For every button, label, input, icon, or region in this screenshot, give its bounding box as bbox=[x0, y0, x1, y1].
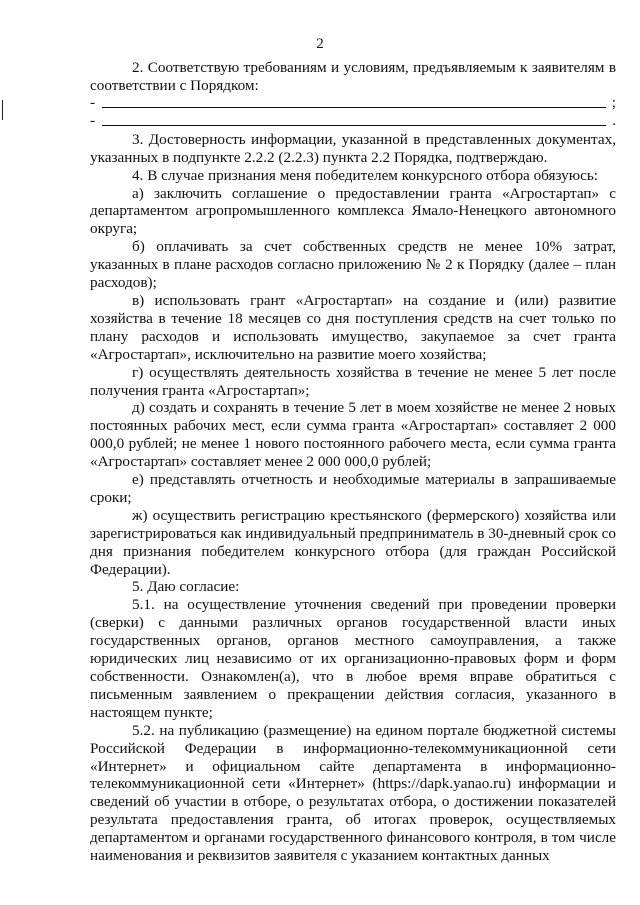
blank-line-rule bbox=[102, 107, 606, 108]
paragraph-4e: е) представлять отчетность и необходимые материалы в запрашиваемые сроки; bbox=[90, 471, 616, 506]
blank-fill-line bbox=[90, 113, 616, 131]
page-edge-mark bbox=[2, 100, 3, 120]
paragraph-4a: а) заключить соглашение о предоставлении гранта «Агростартап» с департаментом агропромышленного комплекса Ямало-Ненецкого автономного округа; bbox=[90, 184, 616, 238]
document-body bbox=[90, 59, 616, 865]
paragraph-4g: г) осуществлять деятельность хозяйства в течение не менее 5 лет после получения гранта «Агростартап»; bbox=[90, 363, 616, 399]
blank-line-dash: - bbox=[90, 93, 96, 111]
blank-line-end: ; bbox=[611, 93, 616, 111]
blank-fill-line bbox=[90, 95, 616, 113]
paragraph-4v: в) использовать грант «Агростартап» на создание и (или) развитие хозяйства в течение 18 месяцев со дня поступления средств на счет только по плану расходов и использовать имущество, закупаемое за счет гранта «Агростартап», исключительно на развитие моего хозяйства; bbox=[90, 291, 616, 363]
paragraph-5-1: 5.1. на осуществление уточнения сведений при проведении проверки (сверки) с данными различных органов государственной власти иных государственных органов, органов местного самоуправления, а также юридических лиц независимо от их организационно-правовых форм и форм собственности. Ознакомлен(а), что в любое время вправе обратиться с письменным заявлением о прекращении действия согласия, указанного в настоящем пункте; bbox=[90, 596, 616, 721]
page-number: 2 bbox=[316, 36, 324, 52]
paragraph-5: 5. Даю согласие: bbox=[132, 578, 240, 596]
paragraph-4zh: ж) осуществить регистрацию крестьянского (фермерского) хозяйства или зарегистрироваться как индивидуальный предприниматель в 30-дневный срок со дня признания победителем конкурсного отбора (для граждан Российской Федерации). bbox=[90, 506, 616, 578]
paragraph-4d: д) создать и сохранять в течение 5 лет в моем хозяйстве не менее 2 новых постоянных рабочих мест, если сумма гранта «Агростартап» составляет 2 000 000,0 рублей; не менее 1 нового постоянного рабочего места, если сумма гранта «Агростартап» составляет менее 2 000 000,0 рублей; bbox=[90, 399, 616, 471]
paragraph-4b: б) оплачивать за счет собственных средств не менее 10% затрат, указанных в плане расходов согласно приложению № 2 к Порядку (далее – план расходов); bbox=[90, 238, 616, 292]
paragraph-4: 4. В случае признания меня победителем конкурсного отбора обязуюсь: bbox=[132, 166, 599, 184]
paragraph-5-2: 5.2. на публикацию (размещение) на едином портале бюджетной системы Российской Федерации в информационно-телекоммуникационной сети «Интернет» и официальном сайте департамента в информационно-телекоммуникационной сети «Интернет» (https://dapk.yanao.ru) информации и сведений об участии в отборе, о результатах отбора, о достижении показателей результата предоставления гранта, об итогах проверок, осуществляемых департаментом и органами государственного финансового контроля, в том числе наименования и реквизитов заявителя с указанием контактных данных bbox=[90, 721, 616, 865]
blank-line-dash: - bbox=[90, 111, 96, 129]
paragraph-3: 3. Достоверность информации, указанной в представленных документах, указанных в подпункте 2.2.2 (2.2.3) пункта 2.2 Порядка, подтверждаю. bbox=[90, 130, 616, 166]
blank-line-rule bbox=[102, 125, 606, 126]
paragraph-2: 2. Соответствую требованиям и условиям, предъявляемым к заявителям в соответствии с Порядком: bbox=[90, 59, 616, 94]
blank-line-end: . bbox=[612, 111, 616, 129]
